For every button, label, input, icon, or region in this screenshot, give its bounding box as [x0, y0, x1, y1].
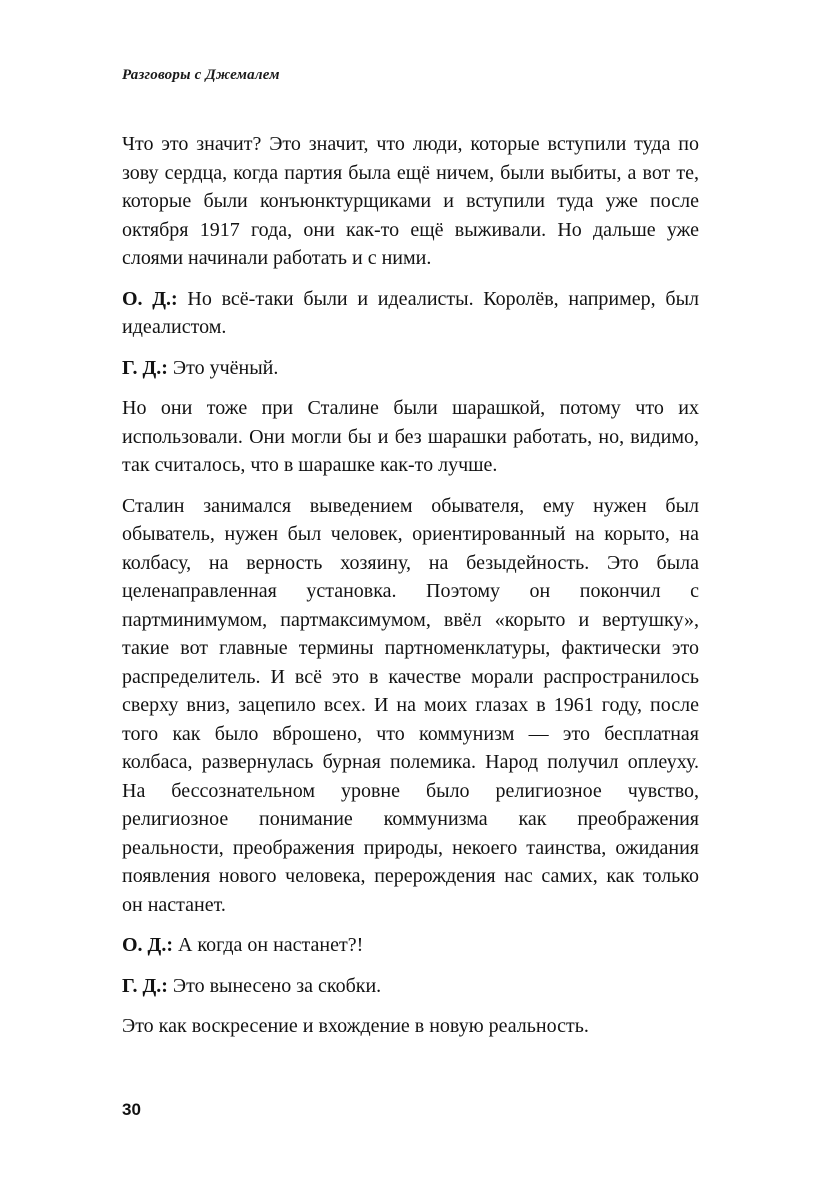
- page-number: 30: [122, 1100, 141, 1119]
- speaker-label: О. Д.:: [122, 934, 173, 956]
- paragraph: Г. Д.: Это вынесено за скобки.: [122, 974, 382, 997]
- speaker-label: Г. Д.:: [122, 356, 168, 379]
- paragraph: Г. Д.: Это учёный.: [122, 356, 279, 379]
- paragraph: Сталин занимался выведением обывателя, ему нужен был обыватель, нужен был человек, ориентированный на корыто, на колбасу, на верность хозяину, на безыдейность. Это была целенаправленная установка. Поэтому он покончил с партминимумом, партмаксимумом, ввёл «корыто и вертушку», такие вот главные термины партноменклатуры, фактически это распределитель. И всё это в качестве морали распространилось сверху вниз, зацепило всех. И на моих глазах в 1961 году, после того как было вброшено, что коммунизм — это бесплатная колбаса, развернулась бурная полемика. Народ получил оплеуху. На бессознательном уровне было религиозное чувство, религиозное понимание коммунизма как преображения реальности, преображения природы, некоего таинства, ожидания появления нового человека, перерождения нас самих, как только он настанет.: [122, 494, 699, 916]
- paragraph: О. Д.: А когда он настанет?!: [122, 934, 364, 956]
- speaker-label: Г. Д.:: [122, 974, 168, 997]
- page-body: [122, 130, 699, 1053]
- speaker-label: О. Д.:: [122, 287, 178, 310]
- paragraph: Это как воскресение и вхождение в новую реальность.: [122, 1015, 589, 1037]
- paragraph: Что это значит? Это значит, что люди, которые вступили туда по зову сердца, когда партия была ещё ничем, были выбиты, а вот те, которые были конъюнктурщиками и вступили туда уже после октября 1917 года, они как-то ещё выживали. Но дальше уже слоями начинали работать и с ними.: [122, 133, 699, 269]
- running-header: Разговоры с Джемалем: [122, 67, 280, 83]
- paragraph: Но они тоже при Сталине были шарашкой, потому что их использовали. Они могли бы и без шарашки работать, но, видимо, так считалось, что в шарашке как-то лучше.: [122, 397, 699, 476]
- paragraph: О. Д.: Но всё-таки были и идеалисты. Королёв, например, был идеалистом.: [122, 287, 699, 338]
